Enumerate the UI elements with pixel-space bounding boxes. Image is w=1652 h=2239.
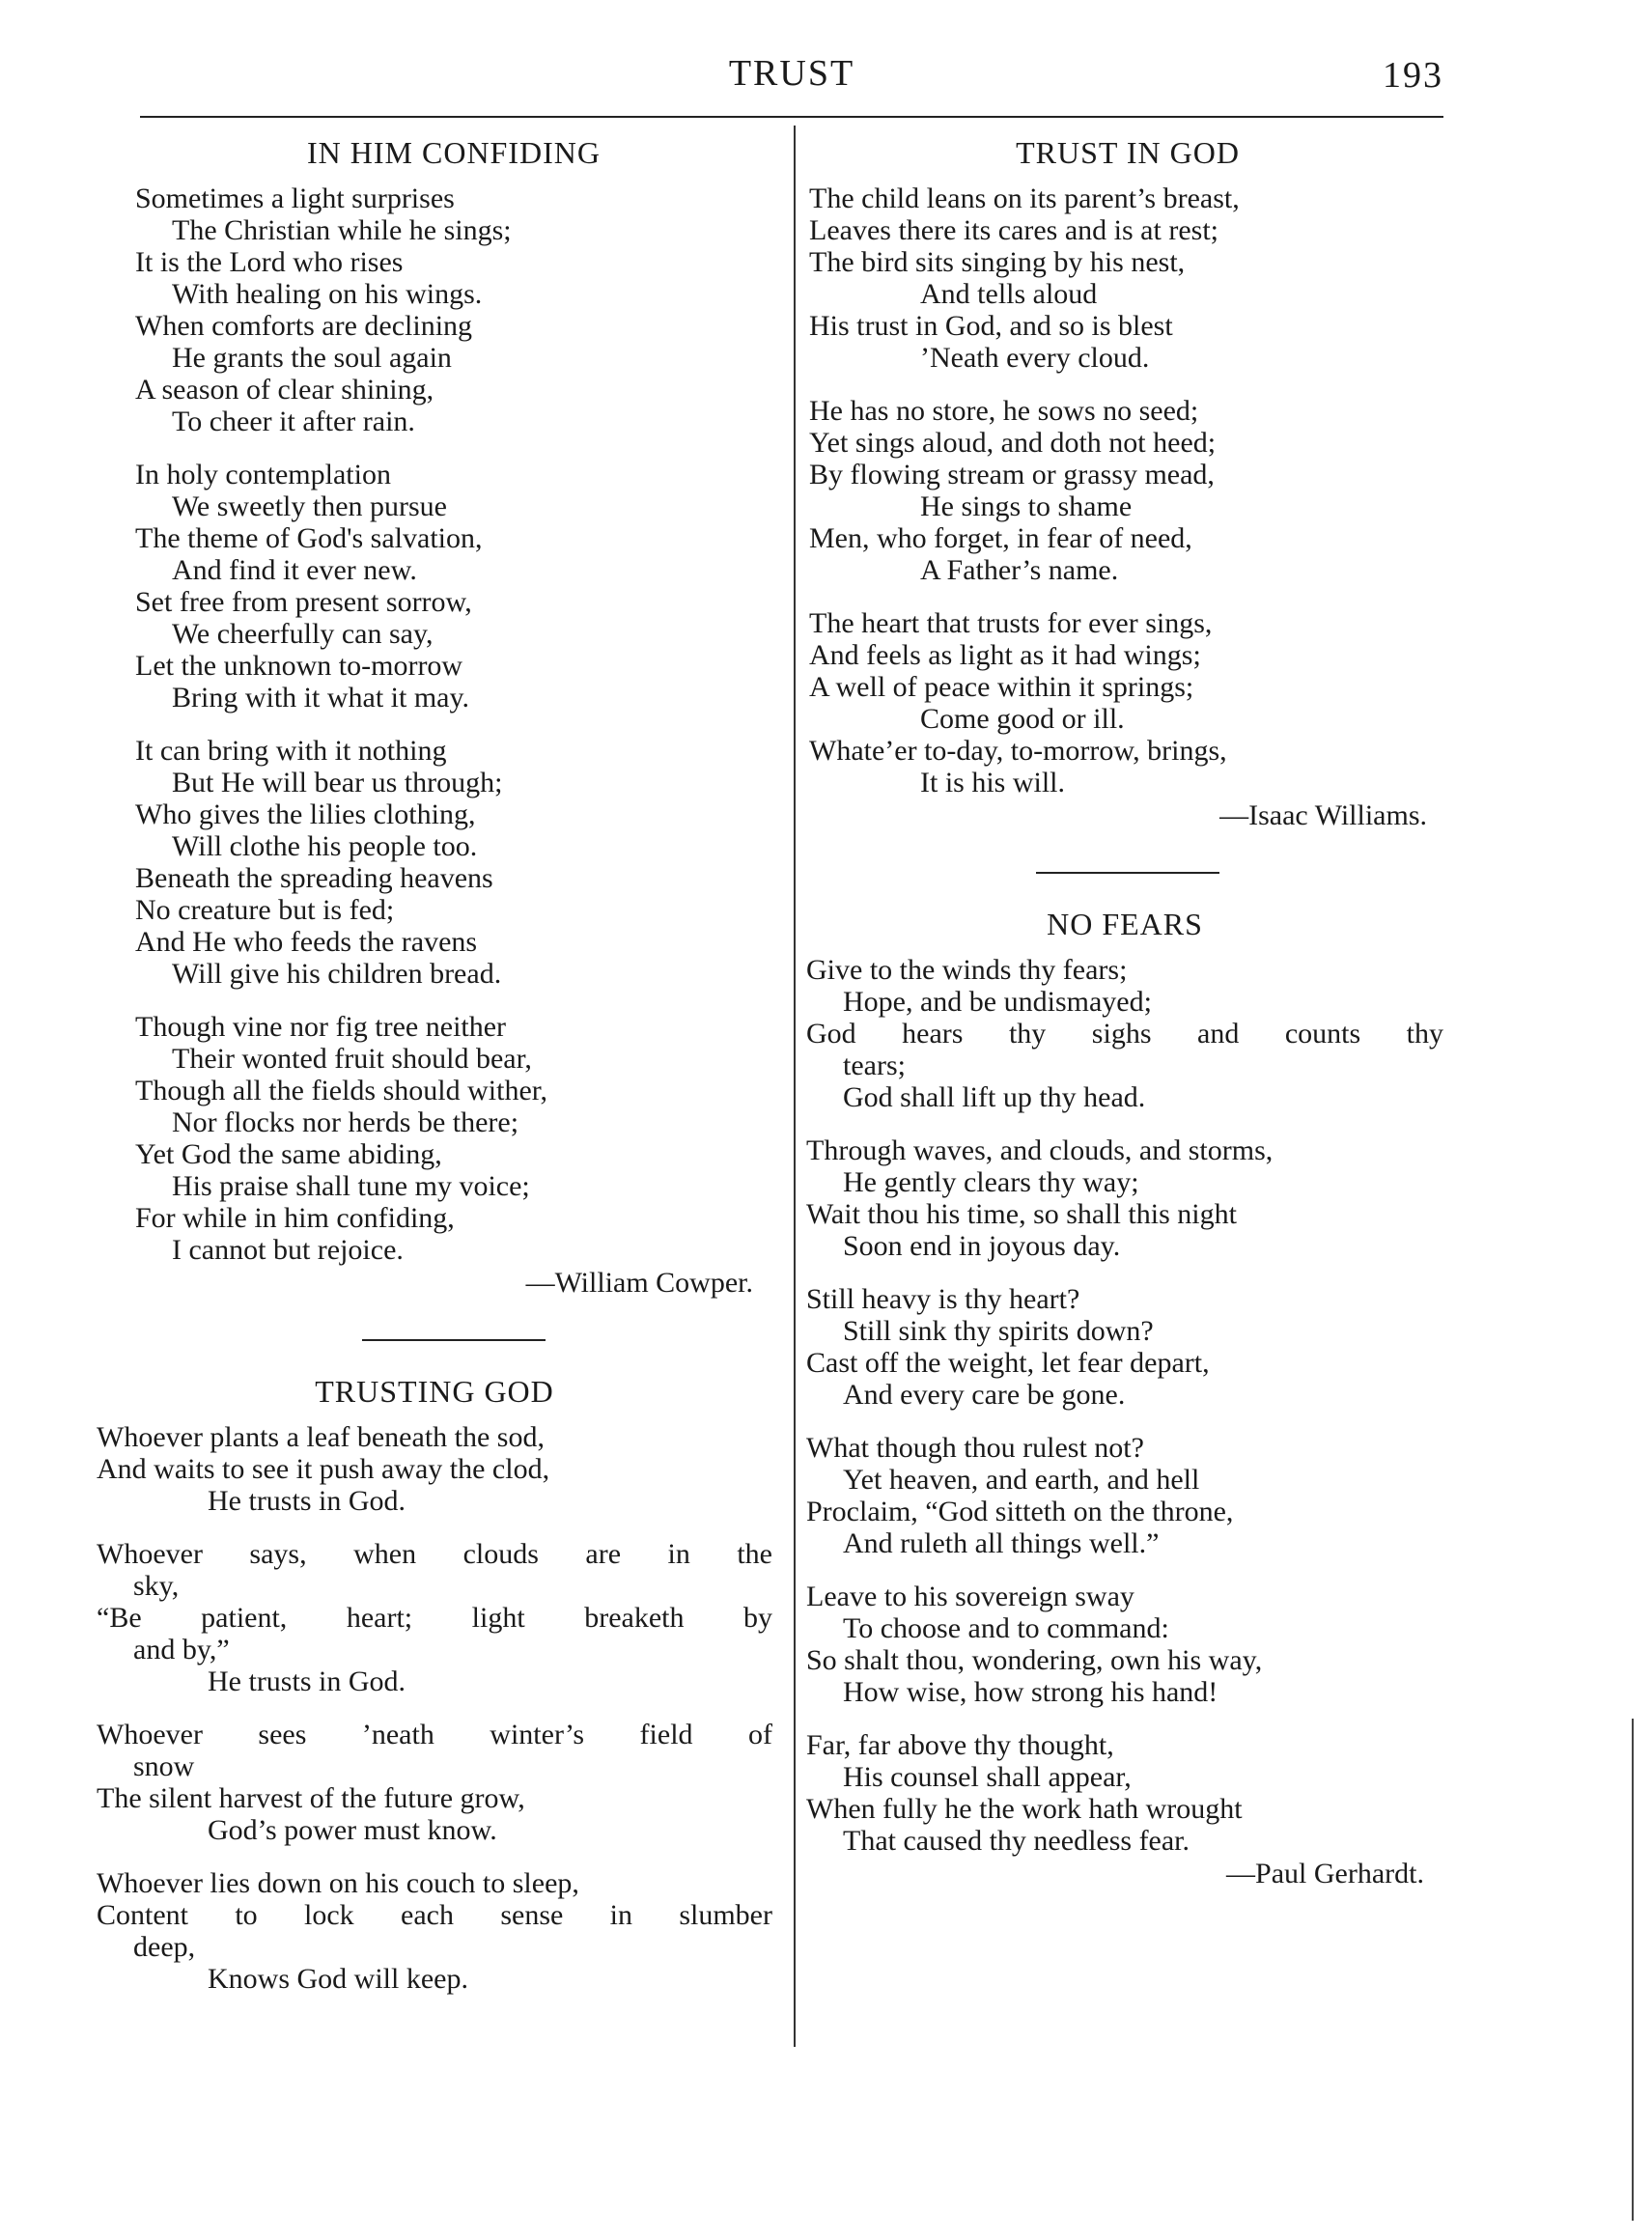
poem-line: And every care be gone. (843, 1379, 1126, 1411)
stanza (806, 1729, 1443, 1891)
stanza (809, 395, 1446, 586)
poem-line: And waits to see it push away the clod, (97, 1453, 550, 1485)
poem-line: And He who feeds the ravens (135, 926, 478, 958)
poem-line: And feels as light as it had wings; (809, 639, 1201, 671)
poem-in-him-confiding (135, 135, 772, 1301)
margin-rule (1632, 1719, 1634, 2221)
poem-line: It is the Lord who rises (135, 246, 404, 278)
poem-line: Still heavy is thy heart? (806, 1283, 1080, 1315)
poem-line: Far, far above thy thought, (806, 1729, 1114, 1761)
poem-line: It is his will. (920, 767, 1066, 798)
poem-line: He trusts in God. (208, 1485, 406, 1517)
poem-line: Leaves there its cares and is at rest; (809, 214, 1218, 246)
poem-line: His trust in God, and so is blest (809, 310, 1173, 342)
stanza (135, 735, 772, 990)
poem-line: ’Neath every cloud. (920, 342, 1150, 374)
stanza (97, 1867, 772, 1995)
poem-line: His counsel shall appear, (843, 1761, 1132, 1793)
stanza (97, 1719, 772, 1846)
poem-line: We sweetly then pursue (172, 490, 447, 522)
poem-line: Content to lock each sense in slumber (97, 1899, 772, 1931)
poem-line: He has no store, he sows no seed; (809, 395, 1199, 427)
poem-line: With healing on his wings. (172, 278, 483, 310)
poem-title: TRUSTING GOD (315, 1374, 554, 1409)
poem-line: Leave to his sovereign sway (806, 1581, 1134, 1612)
poem-line: I cannot but rejoice. (172, 1234, 404, 1266)
stanza (135, 459, 772, 714)
poem-line: Let the unknown to-morrow (135, 650, 463, 682)
poem-title: TRUST IN GOD (1016, 135, 1240, 170)
stanza (809, 182, 1446, 374)
poem-line: Whoever says, when clouds are in the (97, 1538, 772, 1570)
poem-line: Wait thou his time, so shall this night (806, 1198, 1237, 1230)
section-rule (362, 1339, 546, 1341)
stanza (97, 1421, 772, 1517)
left-column (97, 135, 772, 2016)
poem-line: “Be patient, heart; light breaketh by (97, 1602, 772, 1634)
poem-line: Soon end in joyous day. (843, 1230, 1121, 1262)
poem-line: By flowing stream or grassy mead, (809, 459, 1215, 490)
stanza (809, 607, 1446, 833)
poem-line: Yet God the same abiding, (135, 1138, 442, 1170)
poem-line: He trusts in God. (208, 1665, 406, 1697)
poem-line: Yet heaven, and earth, and hell (843, 1464, 1200, 1496)
poem-line: He gently clears thy way; (843, 1166, 1139, 1198)
poem-line: For while in him confiding, (135, 1202, 455, 1234)
poem-title: IN HIM CONFIDING (307, 135, 601, 170)
poem-line: and by,” (133, 1634, 230, 1665)
poem-line: When fully he the work hath wrought (806, 1793, 1243, 1825)
poem-line: God shall lift up thy head. (843, 1081, 1146, 1113)
poem-line: Who gives the lilies clothing, (135, 798, 476, 830)
poem-line: Though all the fields should wither, (135, 1075, 548, 1106)
poem-author: —Isaac Williams. (1219, 799, 1427, 831)
poem-line: Come good or ill. (920, 703, 1125, 735)
poem-line: To choose and to command: (843, 1612, 1169, 1644)
poem-line: He grants the soul again (172, 342, 452, 374)
poem-trust-in-god (809, 135, 1446, 833)
poem-line: Will clothe his people too. (172, 830, 478, 862)
poem-line: Give to the winds thy fears; (806, 954, 1128, 986)
poem-author: —William Cowper. (525, 1267, 753, 1299)
poem-trusting-god (97, 1374, 772, 1995)
poem-line: And tells aloud (920, 278, 1098, 310)
poem-author: —Paul Gerhardt. (1226, 1858, 1424, 1889)
page-header (140, 48, 1443, 118)
poem-line: The Christian while he sings; (172, 214, 512, 246)
poem-line: Will give his children bread. (172, 958, 502, 990)
poem-line: Their wonted fruit should bear, (172, 1043, 532, 1075)
poem-line: The bird sits singing by his nest, (809, 246, 1186, 278)
poem-line: It can bring with it nothing (135, 735, 447, 767)
poem-line: Proclaim, “God sitteth on the throne, (806, 1496, 1234, 1527)
poem-line: No creature but is fed; (135, 894, 395, 926)
poem-line: His praise shall tune my voice; (172, 1170, 530, 1202)
poem-line: But He will bear us through; (172, 767, 503, 798)
poem-line: The heart that trusts for ever sings, (809, 607, 1213, 639)
poem-line: The child leans on its parent’s breast, (809, 182, 1240, 214)
poem-line: What though thou rulest not? (806, 1432, 1144, 1464)
poem-line: Nor flocks nor herds be there; (172, 1106, 519, 1138)
poem-line: A season of clear shining, (135, 374, 434, 406)
poem-line: To cheer it after rain. (172, 406, 415, 437)
poem-line: A Father’s name. (920, 554, 1119, 586)
stanza (806, 954, 1443, 1113)
poem-line: In holy contemplation (135, 459, 391, 490)
poem-line: Though vine nor fig tree neither (135, 1011, 507, 1043)
poem-line: Still sink thy spirits down? (843, 1315, 1154, 1347)
poem-line: How wise, how strong his hand! (843, 1676, 1218, 1708)
poem-line: Whoever lies down on his couch to sleep, (97, 1867, 579, 1899)
poem-line: God’s power must know. (208, 1814, 497, 1846)
poem-line: So shalt thou, wondering, own his way, (806, 1644, 1263, 1676)
poem-line: God hears thy sighs and counts thy (806, 1018, 1443, 1050)
stanza (806, 1283, 1443, 1411)
poem-line: That caused thy needless fear. (843, 1825, 1190, 1857)
poem-line: He sings to shame (920, 490, 1133, 522)
poem-line: When comforts are declining (135, 310, 473, 342)
poem-line: Knows God will keep. (208, 1963, 468, 1995)
poem-line: Yet sings aloud, and doth not heed; (809, 427, 1217, 459)
poem-no-fears (806, 907, 1443, 1891)
poem-line: Sometimes a light surprises (135, 182, 455, 214)
poem-line: And ruleth all things well.” (843, 1527, 1160, 1559)
poem-line: Bring with it what it may. (172, 682, 470, 714)
stanza (135, 182, 772, 437)
poem-line: A well of peace within it springs; (809, 671, 1194, 703)
poem-line: The silent harvest of the future grow, (97, 1782, 525, 1814)
poem-line: Cast off the weight, let fear depart, (806, 1347, 1210, 1379)
poem-line: snow (133, 1750, 195, 1782)
section-rule (1036, 872, 1219, 874)
poem-line: Whoever sees ’neath winter’s field of (97, 1719, 772, 1750)
poem-line: Beneath the spreading heavens (135, 862, 493, 894)
poem-line: Through waves, and clouds, and storms, (806, 1134, 1274, 1166)
stanza (806, 1581, 1443, 1708)
poem-line: Men, who forget, in fear of need, (809, 522, 1192, 554)
right-column (806, 135, 1446, 1913)
stanza (806, 1134, 1443, 1262)
poem-line: deep, (133, 1931, 196, 1963)
poem-line: The theme of God's salvation, (135, 522, 483, 554)
poem-line: And find it ever new. (172, 554, 417, 586)
stanza (97, 1538, 772, 1697)
poem-line: Set free from present sorrow, (135, 586, 472, 618)
page-number: 193 (1383, 55, 1443, 96)
poem-line: Whate’er to-day, to-morrow, brings, (809, 735, 1227, 767)
running-title: TRUST (728, 53, 855, 94)
poem-line: We cheerfully can say, (172, 618, 434, 650)
poem-line: sky, (133, 1570, 180, 1602)
poem-line: tears; (843, 1050, 906, 1081)
stanza (135, 1011, 772, 1301)
poem-title: NO FEARS (1047, 907, 1203, 941)
stanza (806, 1432, 1443, 1559)
column-divider (794, 126, 796, 2047)
poem-line: Hope, and be undismayed; (843, 986, 1152, 1018)
poem-line: Whoever plants a leaf beneath the sod, (97, 1421, 545, 1453)
